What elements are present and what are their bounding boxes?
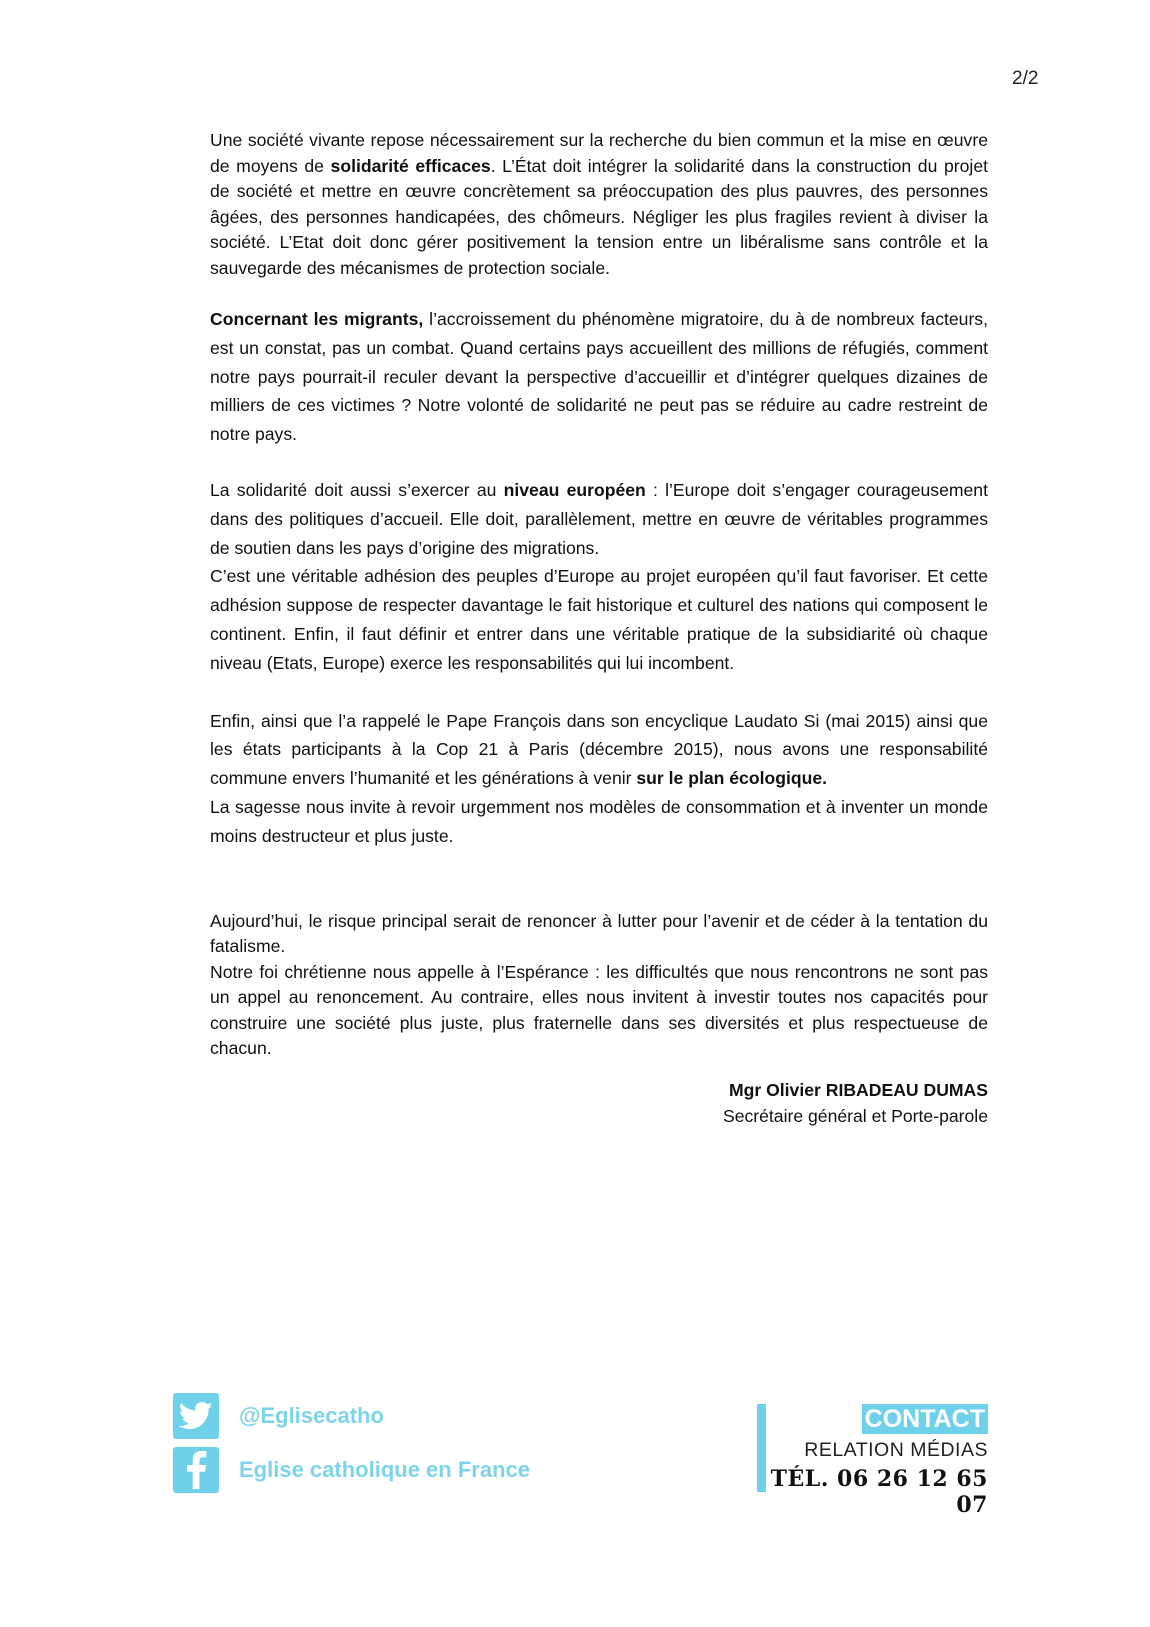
- relation-medias-label: RELATION MÉDIAS: [804, 1439, 988, 1461]
- bold-phrase: Concernant les migrants,: [210, 309, 424, 329]
- text-run: Notre foi chrétienne nous appelle à l’Espérance : les difficultés que nous rencontrons ne sont pas un appel au renoncement. Au contraire, elles nous invitent à investir toutes nos capacités pour construire une société plus juste, plus fraternelle dans ses diversités et plus respectueuse de chacun.: [210, 961, 988, 1059]
- signatory-name: Mgr Olivier RIBADEAU DUMAS: [728, 1080, 988, 1100]
- bold-phrase: niveau européen: [503, 479, 646, 500]
- text-run: C’est une véritable adhésion des peuples d’Europe au projet européen qu’il faut favoriser. Et cette adhésion suppose de respecter davantage le fait historique et culturel des nations qui composent le continent. Enfin, il faut définir et entrer dans une véritable pratique de la subsidiarité où chaque niveau (Etats, Europe) exerce les responsabilités qui lui incombent.: [210, 566, 988, 673]
- contact-badge: CONTACT: [862, 1404, 988, 1434]
- paragraph: [210, 128, 988, 281]
- text-run: Aujourd’hui, le risque principal serait de renoncer à lutter pour l’avenir et de céder à la tentation du fatalisme.: [210, 910, 988, 957]
- signatory-title: Secrétaire général et Porte-parole: [722, 1106, 988, 1126]
- contact-phone[interactable]: TÉL. 06 26 12 65 07: [770, 1466, 988, 1518]
- paragraph: [210, 960, 988, 1062]
- text-run: Une société vivante repose nécessairement sur la recherche du bien commun et la mise en œuvre de moyens de: [210, 130, 988, 176]
- text-run: . L’État doit intégrer la solidarité dans la construction du projet de société et mettre en œuvre concrètement sa préoccupation des plus pauvres, des personnes âgées, des personnes handicapées, des chômeurs. Négliger les plus fragiles revient à diviser la société. L’Etat doit donc gérer positivement la tension entre un libéralisme sans contrôle et la sauvegarde des mécanismes de protection sociale.: [210, 155, 988, 278]
- bold-phrase: sur le plan écologique.: [636, 768, 828, 789]
- contact-divider-bar: [757, 1404, 766, 1492]
- signature-block: [600, 1077, 988, 1129]
- bold-phrase: solidarité efficaces: [330, 155, 491, 176]
- paragraph: [210, 909, 988, 960]
- page-number: 2/2: [1012, 68, 1039, 89]
- paragraph: [210, 793, 988, 851]
- facebook-link[interactable]: [173, 1447, 530, 1493]
- paragraph: [210, 707, 988, 793]
- text-run: Enfin, ainsi que l’a rappelé le Pape François dans son encyclique Laudato Si (mai 2015) ainsi que les états participants à la Cop 21 à Paris (décembre 2015), nous avons une responsabilité commune envers l’humanité et les générations à venir: [210, 710, 988, 789]
- paragraph: [210, 562, 988, 677]
- paragraph: [210, 476, 988, 562]
- contact-block: [770, 1404, 988, 1518]
- document-body: [210, 128, 988, 1062]
- twitter-handle: @Eglisecatho: [239, 1403, 384, 1428]
- text-run: La sagesse nous invite à revoir urgemment nos modèles de consommation et à inventer un monde moins destructeur et plus juste.: [210, 796, 988, 846]
- paragraph: [210, 305, 988, 449]
- facebook-page-name: Eglise catholique en France: [239, 1457, 530, 1482]
- twitter-bird-icon: [173, 1393, 219, 1439]
- twitter-link[interactable]: [173, 1393, 384, 1439]
- facebook-f-icon: [173, 1447, 219, 1493]
- text-run: : l’Europe doit s’engager courageusement dans des politiques d’accueil. Elle doit, parallèlement, mettre en œuvre de véritables programmes de soutien dans les pays d’origine des migrations.: [210, 479, 988, 558]
- text-run: La solidarité doit aussi s’exercer au: [210, 479, 504, 500]
- text-run: l’accroissement du phénomène migratoire, du à de nombreux facteurs, est un constat, pas un combat. Quand certains pays accueillent des millions de réfugiés, comment notre pays pourrait-il reculer devant la perspective d’accueillir et d’intégrer quelques dizaines de milliers de ces victimes ? Notre volonté de solidarité ne peut pas se réduire au cadre restreint de notre pays.: [210, 309, 988, 445]
